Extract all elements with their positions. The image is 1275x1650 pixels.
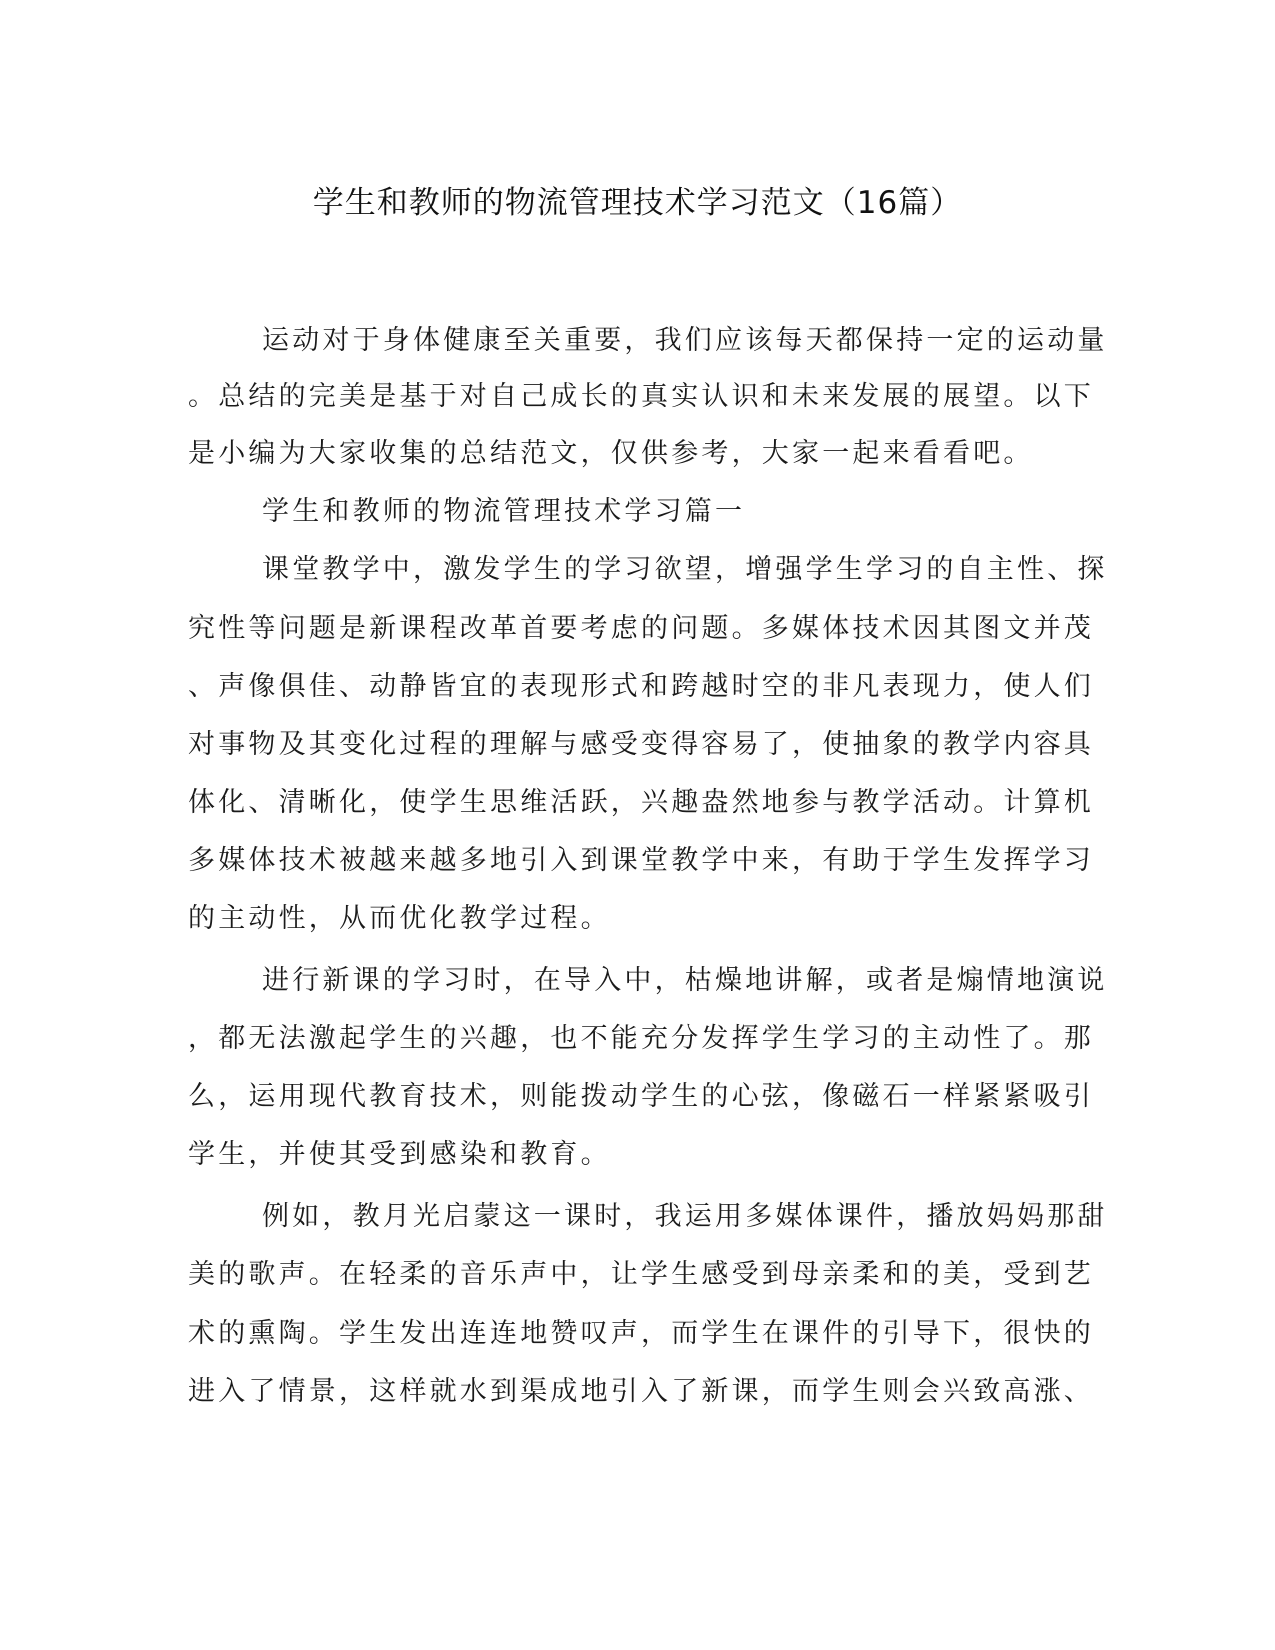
text-line: 是小编为大家收集的总结范文，仅供参考，大家一起来看看吧。 bbox=[188, 438, 1034, 469]
text-line: 究性等问题是新课程改革首要考虑的问题。多媒体技术因其图文并茂 bbox=[188, 613, 1094, 644]
text-line: 运动对于身体健康至关重要，我们应该每天都保持一定的运动量 bbox=[262, 325, 1108, 356]
text-line: 例如，教月光启蒙这一课时，我运用多媒体课件，播放妈妈那甜 bbox=[262, 1201, 1108, 1232]
text-line: 的主动性，从而优化教学过程。 bbox=[188, 903, 611, 934]
text-line: 进入了情景，这样就水到渠成地引入了新课，而学生则会兴致高涨、 bbox=[188, 1376, 1094, 1407]
section-heading: 学生和教师的物流管理技术学习篇一 bbox=[262, 496, 746, 527]
text-line: 体化、清晰化，使学生思维活跃，兴趣盎然地参与教学活动。计算机 bbox=[188, 787, 1094, 818]
document-title: 学生和教师的物流管理技术学习范文（16篇） bbox=[312, 185, 963, 221]
text-line: ，都无法激起学生的兴趣，也不能充分发挥学生学习的主动性了。那 bbox=[188, 1023, 1094, 1054]
text-line: 。总结的完美是基于对自己成长的真实认识和未来发展的展望。以下 bbox=[188, 381, 1094, 412]
text-line: 进行新课的学习时，在导入中，枯燥地讲解，或者是煽情地演说 bbox=[262, 965, 1108, 996]
text-line: 多媒体技术被越来越多地引入到课堂教学中来，有助于学生发挥学习 bbox=[188, 845, 1094, 876]
text-line: 、声像俱佳、动静皆宜的表现形式和跨越时空的非凡表现力，使人们 bbox=[188, 671, 1094, 702]
text-line: 美的歌声。在轻柔的音乐声中，让学生感受到母亲柔和的美，受到艺 bbox=[188, 1259, 1094, 1290]
text-line: 课堂教学中，激发学生的学习欲望，增强学生学习的自主性、探 bbox=[262, 554, 1108, 585]
text-line: 对事物及其变化过程的理解与感受变得容易了，使抽象的教学内容具 bbox=[188, 729, 1094, 760]
text-line: 么，运用现代教育技术，则能拨动学生的心弦，像磁石一样紧紧吸引 bbox=[188, 1081, 1094, 1112]
text-line: 术的熏陶。学生发出连连地赞叹声，而学生在课件的引导下，很快的 bbox=[188, 1318, 1094, 1349]
text-line: 学生，并使其受到感染和教育。 bbox=[188, 1139, 611, 1170]
